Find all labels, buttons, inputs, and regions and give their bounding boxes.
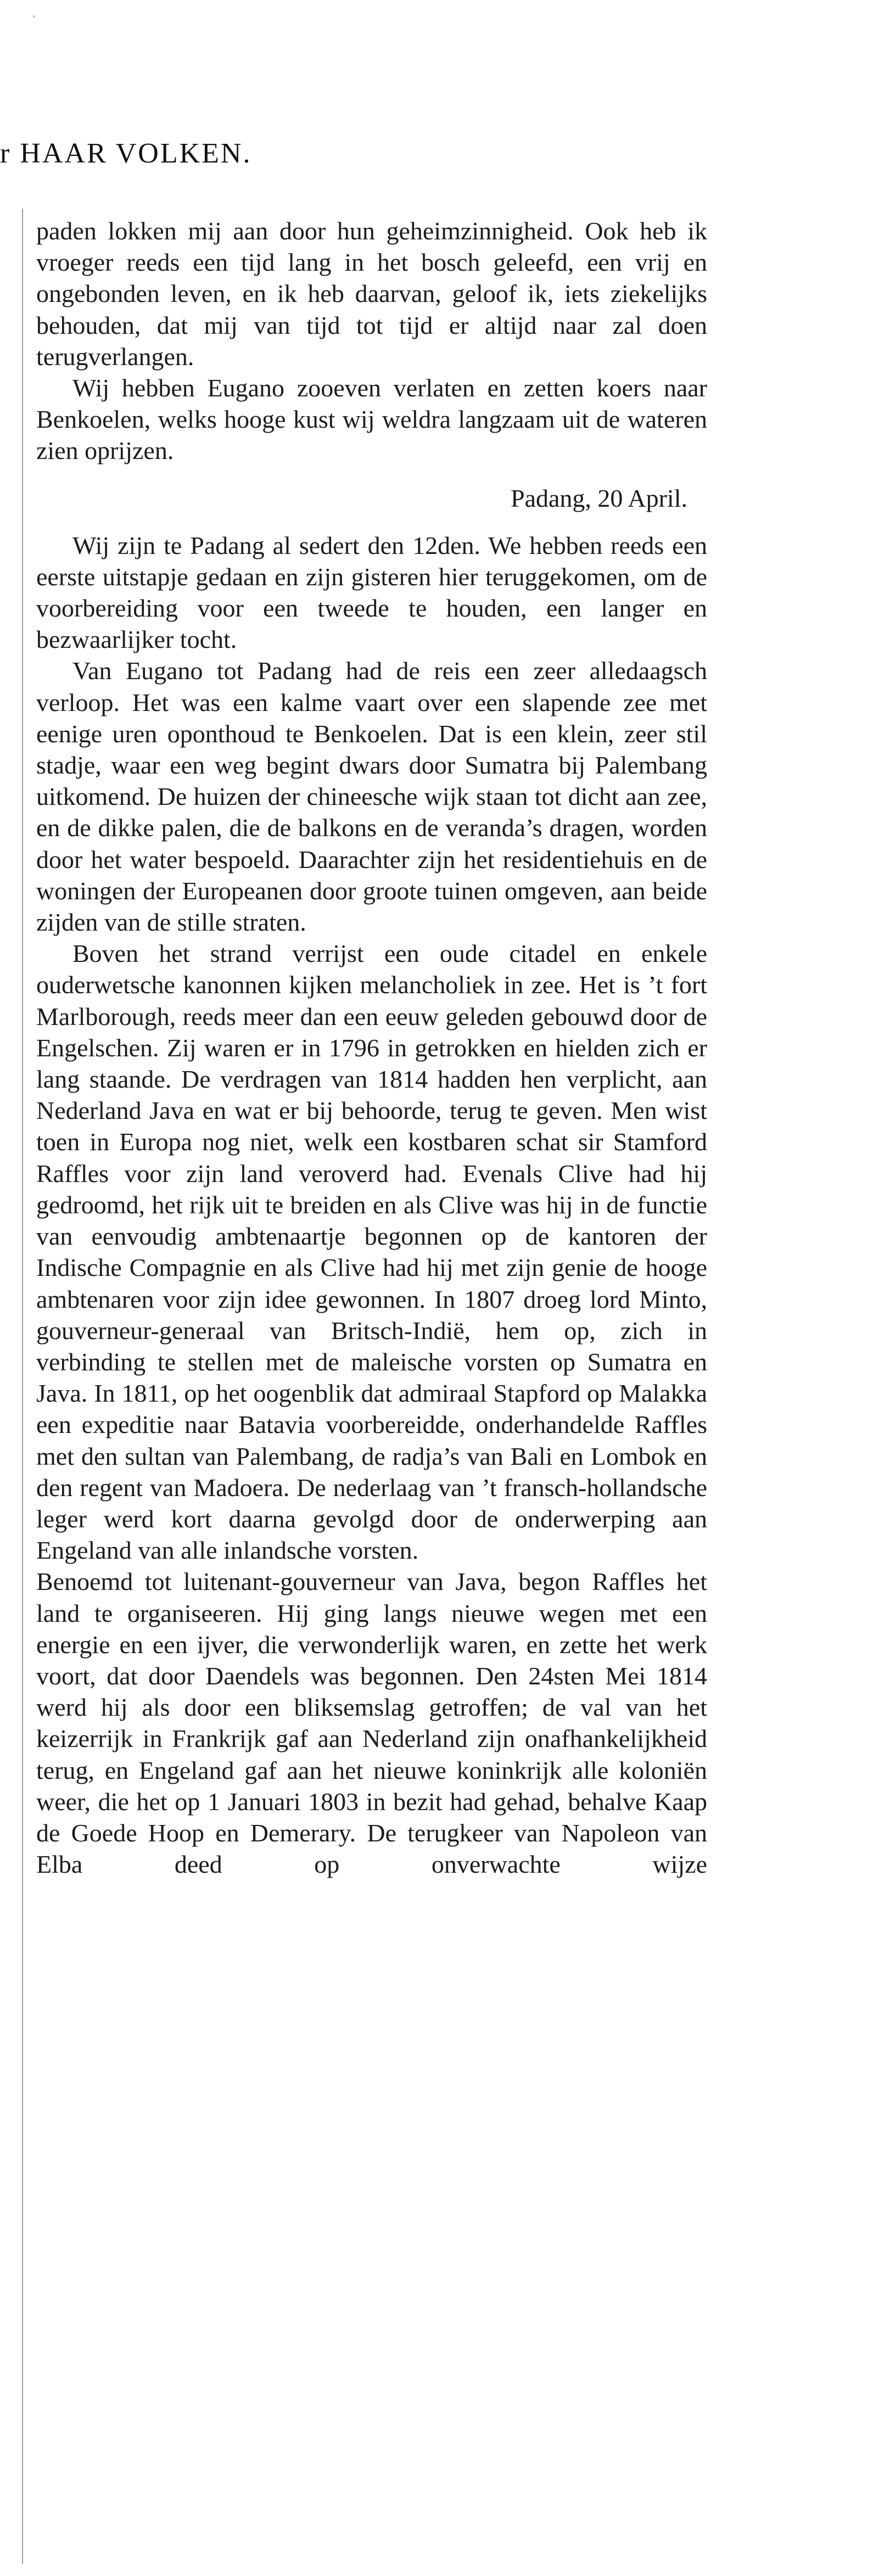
body-text — [36, 215, 707, 1880]
paragraph-continued: paden lokken mij aan door hun geheimzinnigheid. Ook heb ik vroeger reeds een tijd lang in het bosch geleefd, een vrij en ongebonden leven, en ik heb daarvan, geloof ik, iets ziekelijks behouden, dat mij van tijd tot tijd er altijd naar zal doen terugverlangen. — [36, 217, 707, 371]
paragraph: Wij hebben Eugano zooeven verlaten en zetten koers naar Benkoelen, welks hooge kust wij weldra langzaam uit de wateren zien oprijzen. — [36, 374, 707, 465]
dateline: Padang, 20 April. — [511, 484, 687, 512]
paragraph: Van Eugano tot Padang had de reis een zeer alledaagsch verloop. Het was een kalme vaart over een slapende zee met eenige uren oponthoud te Benkoelen. Dat is een klein, zeer stil stadje, waar een weg begint dwars door Sumatra bij Palembang uitkomend. De huizen der chineesche wijk staan tot dicht aan zee, en de dikke palen, die de balkons en de veranda’s dragen, worden door het water bespoeld. Daarachter zijn het residentiehuis en de woningen der Europeanen door groote tuinen omgeven, aan beide zijden van de stille straten. — [36, 657, 707, 937]
paragraph: Wij zijn te Padang al sedert den 12den. We hebben reeds een eerste uitstapje gedaan en zijn gisteren hier teruggekomen, om de voorbereiding voor een tweede te houden, een langer en bezwaarlijker tocht. — [36, 531, 707, 654]
paragraph: Boven het strand verrijst een oude citadel en enkele ouderwetsche kanonnen kijken melancholiek in zee. Het is ’t fort Marlborough, reeds meer dan een eeuw geleden gebouwd door de Engelschen. Zij waren er in 1796 in getrokken en hielden zich er lang staande. De verdragen van 1814 hadden hen verplicht, aan Nederland Java en wat er bij behoorde, terug te geven. Men wist toen in Europa nog niet, welk een kostbaren schat sir Stamford Raffles voor zijn land veroverd had. Evenals Clive had hij gedroomd, het rijk uit te breiden en als Clive was hij in de functie van eenvoudig ambtenaartje begonnen op de kantoren der Indische Compagnie en als Clive had hij met zijn genie de hooge ambtenaren voor zijn idee gewonnen. In 1807 droeg lord Minto, gouverneur-generaal van Britsch-Indië, hem op, zich in verbinding te stellen met de maleische vorsten op Sumatra en Java. In 1811, op het oogenblik dat admiraal Stapford op Malakka een expeditie naar Batavia voorbereidde, onderhandelde Raffles met den sultan van Palembang, de radja’s van Bali en Lombok en den regent van Madoera. De nederlaag van ’t fransch-hollandsche leger werd kort daarna gevolgd door de onderwerping aan Engeland van alle inlandsche vorsten. — [36, 939, 707, 1565]
ink-speck — [33, 15, 35, 18]
running-head: r HAAR VOLKEN. — [0, 138, 252, 169]
gutter-rule — [22, 209, 23, 2564]
paragraph-continues: Benoemd tot luitenant-gouverneur van Java, begon Raffles het land te organiseeren. Hij ging langs nieuwe wegen met een energie en een ijver, die verwonderlijk waren, en zette het werk voort, dat door Daendels was begonnen. Den 24sten Mei 1814 werd hij als door een bliksemslag getroffen; de val van het keizerrijk in Frankrijk gaf aan Nederland zijn onafhankelijkheid terug, en Engeland gaf aan het nieuwe koninkrijk alle koloniën weer, die het op 1 Januari 1803 in bezit had gehad, behalve Kaap de Goede Hoop en Demerary. De terugkeer van Napoleon van Elba deed op onverwachte wijze — [36, 1567, 707, 1879]
